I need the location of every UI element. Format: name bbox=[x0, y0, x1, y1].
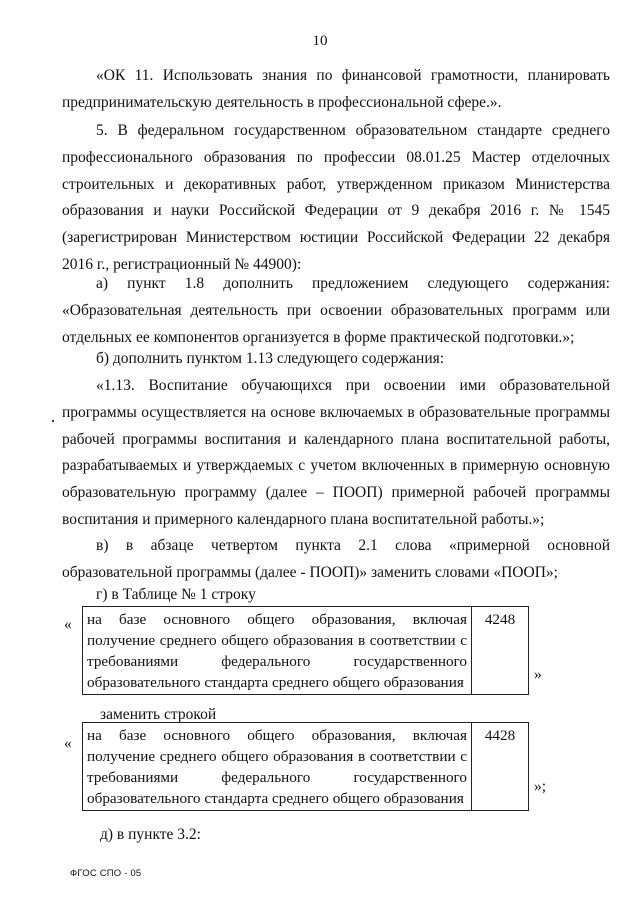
table2-open-quote: « bbox=[64, 735, 72, 752]
paragraph-item-g-text: г) в Таблице № 1 строку bbox=[96, 586, 256, 603]
table1 bbox=[82, 606, 529, 695]
table1-open-quote: « bbox=[64, 616, 72, 633]
paragraph-ok11 bbox=[62, 63, 610, 117]
table2 bbox=[82, 722, 529, 811]
paragraph-1-13-text: «1.13. Воспитание обучающихся при освоении ими образовательной программы осуществляется на основе включаемых в образовательные программы рабочей программы воспитания и календарного плана воспитательной работы, разрабатываемых и утверждаемых с учетом включенных в примерную основную образовательную программу (далее – ПООП) примерной рабочей программы воспитания и примерного календарного плана воспитательной работы.»; bbox=[62, 377, 610, 528]
table1-text-cell bbox=[83, 607, 472, 694]
table2-text-last: образовательного стандарта среднего общего образования bbox=[87, 790, 464, 807]
table1-close-quote: » bbox=[534, 666, 542, 683]
page-number: 10 bbox=[312, 33, 328, 49]
paragraph-item-d: д) в пункте 3.2: bbox=[100, 826, 201, 843]
paragraph-item-b-text: б) дополнить пунктом 1.13 следующего содержания: bbox=[96, 350, 445, 367]
table1-value-cell: 4248 bbox=[484, 611, 516, 628]
paragraph-item-a-text: а) пункт 1.8 дополнить предложением следующего содержания: «Образовательная деятельность при освоении образовательных программ или отдельных ее компонентов организуется в форме практической подготовки.»; bbox=[62, 275, 610, 346]
paragraph-item-5-text: 5. В федеральном государственном образовательном стандарте среднего профессионального образования по профессии 08.01.25 Мастер отделочных строительных и декоративных работ, утвержденном приказом Министерства образования и науки Российской Федерации от 9 декабря 2016 г. № 1545 (зарегистрирован Министерством юстиции Российской Федерации 22 декабря 2016 г., регистрационный № 44900): bbox=[62, 122, 610, 273]
margin-dot bbox=[52, 420, 54, 422]
paragraph-item-b bbox=[62, 346, 610, 373]
paragraph-item-g bbox=[62, 582, 610, 609]
table2-text-cell bbox=[83, 723, 472, 810]
table2-close-quote: »; bbox=[534, 778, 547, 795]
footer-code: ФГОС СПО - 05 bbox=[70, 868, 142, 879]
table1-text-main: на базе основного общего образования, включая получение среднего общего образования в соответствии с требованиями федерального государственного bbox=[87, 611, 467, 670]
paragraph-item-v-text: в) в абзаце четвертом пункта 2.1 слова «примерной основной образовательной программы (далее - ПООП)» заменить словами «ПООП»; bbox=[62, 537, 610, 581]
table2-value-cell: 4428 bbox=[484, 727, 516, 744]
paragraph-ok11-text: «ОК 11. Использовать знания по финансовой грамотности, планировать предпринимательскую деятельность в профессиональной сфере.». bbox=[62, 67, 610, 111]
paragraph-item-v bbox=[62, 533, 610, 587]
paragraph-1-13 bbox=[62, 373, 610, 534]
paragraph-replace: заменить строкой bbox=[100, 706, 217, 723]
table1-text-last: образовательного стандарта среднего общего образования bbox=[87, 674, 464, 691]
paragraph-item-5 bbox=[62, 118, 610, 279]
paragraph-item-a bbox=[62, 271, 610, 351]
table2-text-main: на базе основного общего образования, включая получение среднего общего образования в соответствии с требованиями федерального государственного bbox=[87, 727, 467, 786]
